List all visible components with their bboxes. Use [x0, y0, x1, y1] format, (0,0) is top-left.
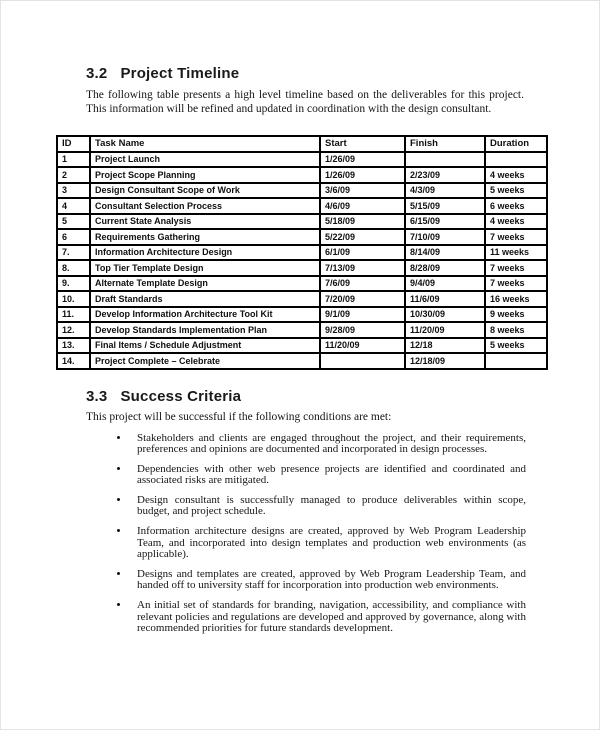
table-cell: 11/6/09	[405, 291, 485, 307]
table-header-cell: Start	[320, 136, 405, 152]
table-cell: 10/30/09	[405, 307, 485, 323]
table-cell: 16 weeks	[485, 291, 547, 307]
table-cell: 2	[57, 167, 90, 183]
table-row	[57, 245, 547, 261]
table-cell: 1/26/09	[320, 167, 405, 183]
table-cell: Draft Standards	[90, 291, 320, 307]
success-criteria-item: • Designs and templates are created, approved by Web Program Leadership Team, and handed off to university staff for incorporation into production web environments.	[130, 569, 526, 593]
table-cell: 5/18/09	[320, 214, 405, 230]
table-cell: Consultant Selection Process	[90, 198, 320, 214]
table-cell: 11/20/09	[320, 338, 405, 354]
table-cell: 4	[57, 198, 90, 214]
success-intro-paragraph: This project will be successful if the following conditions are met:	[86, 410, 392, 423]
success-criteria-item: • Stakeholders and clients are engaged throughout the project, and their requirements, preferences and opinions are documented and incorporated in design processes.	[130, 433, 526, 457]
section-number: 3.2	[86, 65, 108, 82]
table-cell: 9/28/09	[320, 322, 405, 338]
table-row	[57, 214, 547, 230]
table-cell: Top Tier Template Design	[90, 260, 320, 276]
table-cell: Develop Information Architecture Tool Kit	[90, 307, 320, 323]
table-cell: 8/28/09	[405, 260, 485, 276]
success-criteria-list	[111, 433, 526, 636]
table-cell: 3/6/09	[320, 183, 405, 199]
table-cell: 4 weeks	[485, 167, 547, 183]
table-cell	[485, 152, 547, 168]
table-cell: 7/6/09	[320, 276, 405, 292]
section-heading-success-criteria	[86, 388, 599, 405]
table-cell: Requirements Gathering	[90, 229, 320, 245]
table-cell: 5 weeks	[485, 338, 547, 354]
table-cell: 2/23/09	[405, 167, 485, 183]
table-cell: 1	[57, 152, 90, 168]
table-cell: 14.	[57, 353, 90, 369]
table-cell: 12/18	[405, 338, 485, 354]
table-cell: 12.	[57, 322, 90, 338]
success-criteria-item: • Design consultant is successfully managed to produce deliverables within scope, budget, and project schedule.	[130, 495, 526, 519]
table-cell: 11 weeks	[485, 245, 547, 261]
table-cell: 6/1/09	[320, 245, 405, 261]
table-cell: 7/13/09	[320, 260, 405, 276]
table-cell: 9.	[57, 276, 90, 292]
table-row	[57, 260, 547, 276]
table-header-cell: ID	[57, 136, 90, 152]
table-cell: 3	[57, 183, 90, 199]
table-row	[57, 276, 547, 292]
success-criteria-item: • An initial set of standards for branding, navigation, accessibility, and compliance with relevant policies and regulations are developed and approved by governance, along with recommended priorities for future standards development.	[130, 600, 526, 635]
timeline-table-body	[57, 152, 547, 369]
table-row	[57, 307, 547, 323]
table-cell: Current State Analysis	[90, 214, 320, 230]
table-cell: 5/22/09	[320, 229, 405, 245]
table-cell: 1/26/09	[320, 152, 405, 168]
table-cell: 9/1/09	[320, 307, 405, 323]
table-cell: 8/14/09	[405, 245, 485, 261]
table-row	[57, 183, 547, 199]
project-timeline-table	[56, 135, 548, 370]
table-cell: 8 weeks	[485, 322, 547, 338]
table-cell: Alternate Template Design	[90, 276, 320, 292]
table-cell: 7 weeks	[485, 276, 547, 292]
timeline-intro-paragraph: The following table presents a high level timeline based on the deliverables for this project. This information will be refined and updated in coordination with the design consultant.	[86, 89, 524, 115]
table-header-cell: Duration	[485, 136, 547, 152]
table-cell: 4/6/09	[320, 198, 405, 214]
table-cell: 7/20/09	[320, 291, 405, 307]
table-cell: Develop Standards Implementation Plan	[90, 322, 320, 338]
table-cell: 13.	[57, 338, 90, 354]
table-cell: 11.	[57, 307, 90, 323]
table-cell: 6	[57, 229, 90, 245]
table-cell: Project Complete – Celebrate	[90, 353, 320, 369]
table-cell: 7.	[57, 245, 90, 261]
table-row	[57, 229, 547, 245]
table-row	[57, 338, 547, 354]
section-title: Project Timeline	[120, 65, 240, 82]
table-cell	[405, 152, 485, 168]
table-cell: Project Scope Planning	[90, 167, 320, 183]
table-cell	[320, 353, 405, 369]
table-cell: 8.	[57, 260, 90, 276]
table-cell: 12/18/09	[405, 353, 485, 369]
section-number: 3.3	[86, 387, 108, 405]
table-cell: 11/20/09	[405, 322, 485, 338]
table-row	[57, 198, 547, 214]
table-cell	[485, 353, 547, 369]
section-title: Success Criteria	[120, 387, 242, 405]
table-header-cell: Finish	[405, 136, 485, 152]
table-cell: 4 weeks	[485, 214, 547, 230]
table-cell: 9 weeks	[485, 307, 547, 323]
section-heading-project-timeline	[86, 65, 599, 82]
table-cell: 7 weeks	[485, 229, 547, 245]
table-row	[57, 291, 547, 307]
table-row	[57, 353, 547, 369]
table-header-row	[57, 136, 547, 152]
table-header-cell: Task Name	[90, 136, 320, 152]
table-cell: 5	[57, 214, 90, 230]
table-cell: 5 weeks	[485, 183, 547, 199]
table-cell: Project Launch	[90, 152, 320, 168]
table-row	[57, 152, 547, 168]
table-cell: 4/3/09	[405, 183, 485, 199]
table-cell: 7 weeks	[485, 260, 547, 276]
success-criteria-item: • Information architecture designs are created, approved by Web Program Leadership Team, and incorporated into design templates and production web environments (as applicable).	[130, 526, 526, 561]
table-row	[57, 167, 547, 183]
table-cell: 10.	[57, 291, 90, 307]
table-cell: 9/4/09	[405, 276, 485, 292]
table-cell: Final Items / Schedule Adjustment	[90, 338, 320, 354]
table-cell: 7/10/09	[405, 229, 485, 245]
table-cell: 6 weeks	[485, 198, 547, 214]
table-cell: Information Architecture Design	[90, 245, 320, 261]
table-cell: 6/15/09	[405, 214, 485, 230]
table-row	[57, 322, 547, 338]
success-criteria-item: • Dependencies with other web presence projects are identified and coordinated and associated risks are mitigated.	[130, 464, 526, 488]
table-cell: 5/15/09	[405, 198, 485, 214]
table-cell: Design Consultant Scope of Work	[90, 183, 320, 199]
